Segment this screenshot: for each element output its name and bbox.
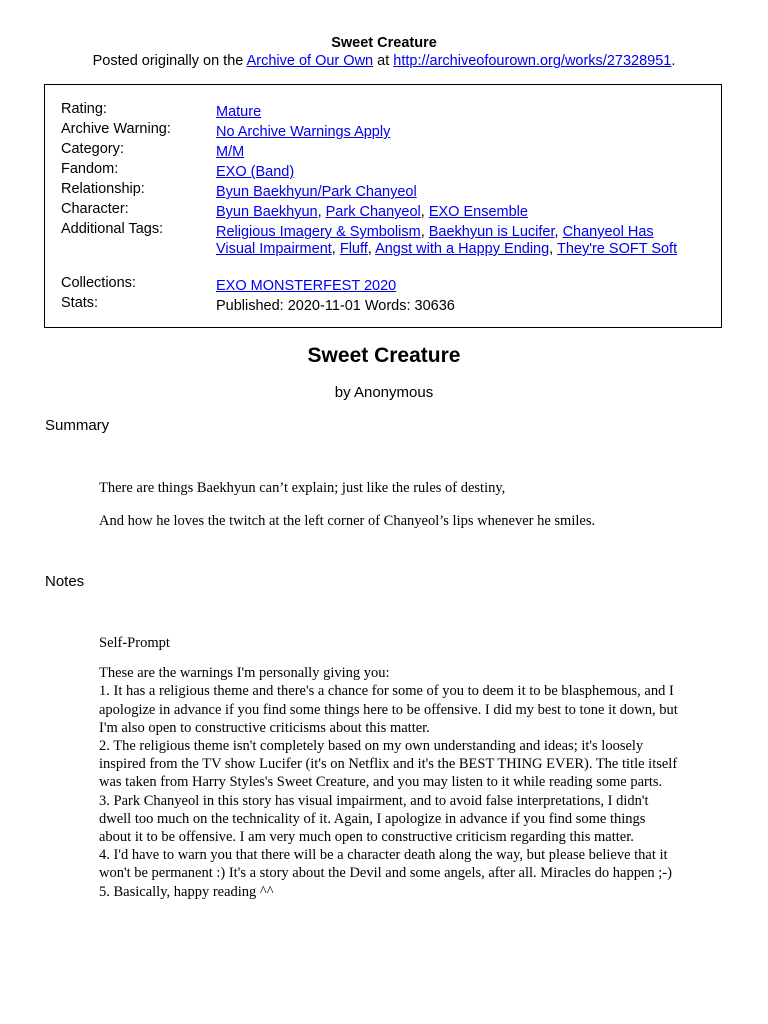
relationship-link[interactable]: Byun Baekhyun/Park Chanyeol: [216, 184, 417, 200]
character-link[interactable]: EXO Ensemble: [428, 204, 528, 220]
rating-label: Rating:: [61, 101, 107, 117]
notes-item: 1. It has a religious theme and there's a chance for some of you to deem it to be blasphemous, and I apologize in advance if you find some things here to be offensive. I did my best to tone it down, but I'm also open to constructive criticisms about this matter.: [99, 683, 678, 736]
tags-label: Additional Tags:: [61, 221, 164, 237]
notes-item: 3. Park Chanyeol in this story has visual impairment, and to avoid false interpretations, I didn't dwell too much on the technicality of it. Again, I apologize in advance if you find some things about it to be offensive. I am very much open to constructive criticism regarding this matter.: [99, 792, 649, 846]
tag-link[interactable]: Baekhyun is Lucifer: [428, 224, 555, 240]
tag-link[interactable]: Angst with a Happy Ending: [375, 241, 550, 257]
warning-link[interactable]: No Archive Warnings Apply: [216, 124, 391, 140]
fandom-label: Fandom:: [61, 161, 119, 177]
tag-link[interactable]: They're SOFT Soft: [556, 241, 678, 257]
category-link[interactable]: M/M: [216, 144, 245, 160]
notes-prompt: Self-Prompt: [99, 635, 170, 651]
stats-value: Published: 2020-11-01 Words: 30636: [216, 298, 455, 314]
fandom-link[interactable]: EXO (Band): [216, 164, 295, 180]
summary-text: [99, 479, 679, 530]
category-label: Category:: [61, 141, 124, 157]
notes-item: 5. Basically, happy reading ^^: [99, 883, 274, 900]
rating-link[interactable]: Mature: [216, 104, 262, 120]
work-url-link[interactable]: http://archiveofourown.org/works/27328951: [393, 53, 672, 69]
notes-text: [99, 634, 679, 901]
collections-link[interactable]: EXO MONSTERFEST 2020: [216, 278, 397, 294]
posted-period: .: [671, 53, 676, 69]
byline: by Anonymous: [334, 384, 434, 401]
tag-link[interactable]: Fluff: [339, 241, 368, 257]
tag-link[interactable]: Chanyeol Has Visual Impairment: [216, 224, 654, 257]
stats-label: Stats:: [61, 295, 99, 311]
collections-label: Collections:: [61, 275, 136, 291]
summary-heading: Summary: [45, 417, 110, 434]
notes-intro: These are the warnings I'm personally giving you:: [99, 665, 390, 682]
work-meta-box: Rating: Mature Archive Warning: No Archive Warnings Apply Category: M/M Fandom: EXO (Band) Relationship: Byun Baekhyun/Park Chanyeol Character: Byun Baekhyun, Park Chanyeol, EXO Ensemble Additional Tags: Religious Imagery & Symbolism, Baekhyun is Lucifer, Chanyeol Has Visual Impairment, Fluff, Angst with a Happy Ending, They're SOFT Soft Collections: EXO MONSTERFEST 2020 Stats: Published: 2020-11-01 Words: 30636: [44, 84, 722, 328]
summary-line: There are things Baekhyun can’t explain; just like the rules of destiny,: [99, 480, 506, 496]
character-link[interactable]: Byun Baekhyun: [216, 204, 318, 220]
posted-line: [0, 52, 768, 70]
character-link[interactable]: Park Chanyeol: [325, 204, 421, 220]
notes-heading: Notes: [45, 573, 85, 590]
notes-item: 4. I'd have to warn you that there will be a character death along the way, but please believe that it won't be permanent :) It's a story about the Devil and some angels, after all. Miracles do happen ;-): [99, 847, 672, 882]
posted-prefix: Posted originally on the: [92, 53, 244, 69]
preface-title: Sweet Creature: [331, 35, 437, 51]
relationship-label: Relationship:: [61, 181, 145, 197]
summary-line: And how he loves the twitch at the left corner of Chanyeol’s lips whenever he smiles.: [99, 513, 596, 530]
tag-link[interactable]: Religious Imagery & Symbolism: [216, 224, 421, 240]
character-label: Character:: [61, 201, 129, 217]
archive-link[interactable]: Archive of Our Own: [246, 53, 374, 69]
notes-item: 2. The religious theme isn't completely based on my own understanding and ideas; it's loosely inspired from the TV show Lucifer (it's on Netflix and it's the BEST THING EVER). The title itself was taken from Harry Styles's Sweet Creature, and you may listen to it while reading some parts.: [99, 738, 678, 791]
preface-header: [0, 34, 768, 70]
posted-at: at: [377, 53, 390, 69]
work-title: Sweet Creature: [307, 344, 461, 367]
warning-label: Archive Warning:: [61, 121, 171, 137]
